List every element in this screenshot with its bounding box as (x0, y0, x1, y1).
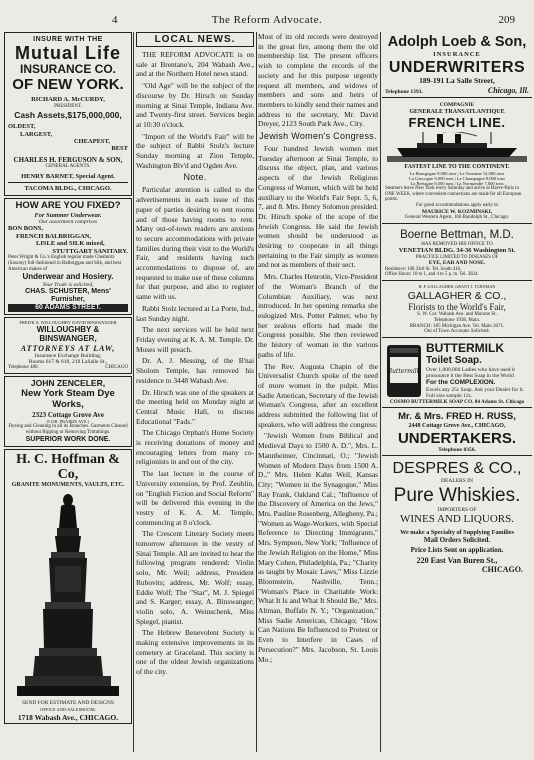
ad-line: CHEAPEST, (73, 137, 110, 145)
monument-statue-illustration (13, 490, 123, 700)
ad-willoughby-binswanger (4, 317, 132, 374)
ad-line: OF NEW YORK. (12, 76, 124, 94)
ad-line: Cash Assets,$175,000,000, (14, 110, 122, 121)
ad-line: BRANCH: 185 Michigan Ave. Tel. Main 3671. (409, 323, 505, 329)
ad-line: Chicago, Ill. (487, 86, 529, 96)
ad-title: HOW ARE YOU FIXED? (15, 199, 121, 211)
ad-mutual-life (4, 32, 132, 196)
ad-line: LISLE and SILK mixed, (36, 240, 105, 248)
ad-line: CHAS. SCHUSTER, Mens' Furnisher, (25, 287, 111, 304)
ad-line: Peter Wright & Co.'s English regular made Chemnitz (Saxony) full-fashioned in Balbriggan and Silk, and best American makes of (8, 255, 122, 272)
ad-footer (8, 365, 128, 371)
ad-line: RICHARD A. McCURDY, (31, 96, 105, 104)
news-paragraph: Rabbi Stolz lectured at La Porte, Ind., last Sunday night. (136, 303, 254, 323)
divider (8, 182, 128, 183)
ad-line: Steamers leave New York every Saturday and arrive at Havre-Paris in ONE WEEK, where convenient connections are made for all European points. (385, 186, 522, 203)
soap-box-illustration (385, 343, 423, 399)
ad-line: INSURE WITH THE (33, 36, 103, 43)
page-number: 209 (498, 14, 515, 26)
ad-line: 2448 Cottage Grove Ave., CHICAGO, (408, 423, 506, 430)
ad-line: Over 1,000,000 Ladies who have used it pronounce it the Best Soap in the World (426, 366, 515, 379)
ad-line: LARGEST, (20, 130, 53, 138)
ad-line: HAS REMOVED HIS OFFICE TO (421, 241, 493, 247)
column-rule (133, 32, 134, 752)
column-rule (256, 32, 257, 752)
ad-line: 220 East Van Buren St., (416, 556, 498, 566)
ad-title: Adolph Loeb & Son, (387, 34, 527, 50)
ad-line: Your Trade is solicited, (42, 281, 94, 288)
ad-line: PRESIDENT. (54, 103, 82, 109)
section-subheading: Jewish Women's Congress. (259, 131, 377, 142)
news-paragraph: Most of its old records were destroyed in the great fire, among them the old membership list. The present officers wish to complete the records of the society and for this purpose urgently request all members, and widows of members and sons and heirs of members to kindly send their names and address to the secretary, Mr. David Dreyer, 2123 South Park Ave., City. (258, 32, 378, 129)
steamship-illustration (387, 132, 527, 162)
ad-footer (385, 86, 529, 95)
ad-title: UNDERTAKERS. (397, 430, 517, 448)
ad-title: New York Steam Dye Works, (21, 387, 115, 410)
ad-gallagher-florists (382, 283, 532, 338)
ad-line: Telephone 8356. (438, 447, 476, 454)
ad-line: (COR. PRAIRIE AVE.) (46, 418, 90, 424)
column-womens-congress (258, 32, 378, 754)
ad-line: For Summer Underwear. (34, 211, 102, 219)
ad-line: ATTORNEYS AT LAW, (20, 343, 116, 353)
ad-line: SEND FOR ESTIMATE AND DESIGNS (22, 700, 114, 707)
ad-line: For good accommodations apply early to (415, 202, 499, 208)
ad-line: R. F. GALLAGHER. GRANT J. TURNMAN (418, 283, 496, 289)
news-paragraph: "Old Age" will be the subject of the discourse by Dr. Hirsch on Sunday morning at Sinai Temple, Indiana Ave. and Twenty-first street. Services begin at 10:30 o'clock. (136, 81, 254, 129)
section-heading: LOCAL NEWS. (136, 32, 254, 47)
ad-line: Mr. & Mrs. FRED H. RUSS, (398, 411, 516, 423)
ad-line: Office Hours: 10 to 1, and 4 to 5 p. m. Tel. 3834. (385, 272, 479, 278)
ad-line: La Bourgogne 9,000 tons | La Touraine 12,000 tons (409, 170, 505, 176)
ad-line: 1718 Wabash Ave., CHICAGO. (17, 712, 119, 722)
ad-title: FRENCH LINE. (408, 114, 506, 130)
ad-title: BUTTERMILK (426, 341, 504, 356)
ad-line: S. W. Cor. Wabash Ave. and Monroe St. (417, 312, 497, 318)
ad-hoffman-monuments (4, 449, 132, 724)
news-paragraph: Dr. A. J. Messing, of the B'nai Sholom Temple, has removed his residence to 3448 Wabash Ave. (136, 356, 254, 385)
ad-line: COSMO BUTTERMILK SOAP CO. 84 Adams St. Chicago (389, 399, 525, 406)
ad-line: UNDERWRITERS (388, 59, 526, 77)
news-paragraph: The Rev. Augusta Chapin of the Universalist Church spoke of the need of more women in the pulpit. Miss Sadie American, Secretary of the Jewish Woman's Congress, after an excellent address submitted the following list of speakers, who will address the congress: (258, 361, 378, 429)
ad-buttermilk-soap (382, 340, 532, 408)
ad-adolph-loeb (382, 32, 532, 98)
ad-line: Dyeing and Cleaning in all its Branches. Garments Cleaned without Ripping or Removing Trimmings. (8, 424, 128, 435)
news-paragraph: The Crescent Literary Society meets tomorrow afternoon in the vestry of Sinai Temple. All are invited to hear the following program rendered: Violin solo, Mr. Weil; address, President Rubovits; address, Mr. Wolf; essay, Eddie Wolf; The "Star", M. J. Spiegel and S. Karger; essay, A. Binswanger; violin solo, A. Weinschenk, Miss Spiegel, pianist. (136, 529, 254, 626)
ad-line: EYE, EAR AND NOSE. (428, 260, 486, 267)
ad-line: Florists to the World's Fair, (408, 301, 506, 312)
ad-line: La Bretagne 8,000 tons | La Normandie 7,000 tons (410, 181, 504, 187)
ad-line: CHARLES H. FERGUSON & SON, (13, 155, 123, 164)
ad-line: La Gascogne 9,000 tons | La Champagne 8,000 tons (409, 175, 505, 181)
ad-french-line (382, 100, 532, 223)
ad-line: Rooms 617 & 618, 218 LaSalle St., (28, 359, 108, 366)
ad-line: Pure Whiskies. (393, 484, 521, 506)
ad-title: WILLOUGHBY & BINSWANGER, (36, 325, 100, 344)
ad-line: BON BONS, (8, 225, 44, 233)
column-local-news (136, 32, 254, 754)
ad-line: Toilet Soap. (426, 355, 482, 367)
ad-line: Telephone 1938, Main. (433, 317, 481, 323)
ad-line: HENRY BARNET, Special Agent. (21, 172, 115, 180)
ad-line: SUPERIOR WORK DONE. (25, 435, 111, 443)
ad-line: Excels any 25c Soap. Ask your Dealer for it. Full size sample 12c. (426, 386, 525, 399)
news-paragraph: Particular attention is called to the advertisements in each issue of this paper of parties desiring to rent rooms and of those having rooms to rent. Many out-of-town readers are anxious to secure accommodations with private families during their visit to the World's Fair, and residents having such accommodations to dispose of, are requested to make use of these columns for that purpose, and also to register same with us. (136, 185, 254, 302)
ad-line: FRED'K S. WILLOUGHBY DAVID BINSWANGER (19, 320, 117, 326)
ad-line: Price Lists Sent on application. (410, 546, 504, 555)
masthead-title: The Reform Advocate. (211, 14, 323, 26)
ad-line: VENETIAN BLDG. 34-36 Washington St. (398, 247, 516, 255)
ad-zenceler-dye-works (4, 376, 132, 446)
news-paragraph: The Chicago Orphan's Home Society is receiving donations of money and encouraging letters from many co-religionists in and out of the city. (136, 428, 254, 467)
ad-bettman (382, 226, 532, 281)
ad-line: WINES AND LIQUORS. (400, 513, 514, 526)
ad-line: OLDEST, (8, 123, 36, 131)
ad-title: GALLAGHER & CO., (407, 289, 507, 302)
ad-line: GENERAL AGENTS. (45, 163, 91, 169)
ad-line: OFFICE AND SALESROOM: (40, 707, 96, 713)
ad-line: INSURANCE (433, 51, 481, 58)
ad-line: General Western Agent, 166 Randolph St., Chicago. (404, 214, 510, 220)
news-paragraph: The last lecture in the course of University extension, by Prof. Zeublin, on "English Fiction and Social Reform" will be delivered this evening in the vestry of K. A. M. Temple, commencing at 8 o'clock. (136, 469, 254, 527)
ad-line: BEST (111, 145, 128, 153)
ad-line: Mail Orders Solicited. (423, 536, 491, 545)
column-advertisements-right (382, 32, 532, 754)
ad-line: GENERALE TRANSATLANTIQUE (409, 108, 505, 115)
ad-line: For the COMPLEXION. (426, 379, 496, 387)
news-paragraph: Mrs. Charles Henrotin, Vice-President of the Woman's Branch of the Columbian Auxiliary, was next introduced. In her opening remarks she eulogized Mrs. Potter Palmer, who by her zealous efforts had made the Congress possible. She then reviewed the history of woman in the various paths of life. (258, 272, 378, 359)
soap-box-label: Buttermilk (387, 368, 421, 376)
news-paragraph: Dr. Hirsch was one of the speakers at the meeting held on Monday night at Central Music Hall, to discuss Educational "Fads." (136, 387, 254, 426)
ad-line: DEALERS IN (441, 478, 473, 485)
ad-russ-undertakers (382, 410, 532, 456)
ad-line: Underwear and Hosiery. (22, 272, 114, 282)
ad-line: Residence: 108 33rd St. Tel. South 416. (385, 266, 462, 272)
ad-line: COMPAGNIE (439, 102, 475, 109)
ad-line: 60 ADAMS STREET. (8, 304, 128, 312)
ad-line: Telephone 480. (8, 365, 39, 371)
news-paragraph: The next services will be held next Friday evening at K. A. M. Temple. Dr. Moses will preach. (136, 325, 254, 354)
page-header (0, 14, 534, 28)
column-advertisements-left (4, 32, 132, 754)
news-paragraph: "Jewish Women from Biblical and Medieval Days to 1500 A. D.", Mrs. L. Mannheimer, Cincinnati, O.; "Jewish Women of Modern Days from 1500 A. D.," Mrs. Helen Kahn Weil, Kansas City; "Women in the Synagogue," Miss Ray Frank, Oakland Cal.; "Influence of the Discovery of America on the Jews," Mrs. Pauline Rosenberg, Allegheny, Pa.; "Women as Wage-Workers, with Special Reference to Directing Immigrants," Mrs. Sympson, New York; "Influence of the Jewish Religion on the Home," Miss Mary Cohen, Philadelphia, Pa.; "Charity as taught by Mosaic Laws," Miss Lizzie Bloomstein, Nashville, Tenn.; "Woman's Place in Charitable Work: What It Is and What It Should Be," Mrs. Altman, Buffalo N. Y.; "Organization," Miss Sadie American, Chicago; "How Can Nations Be Influenced to Protest or Even to Interfere in Cases of Persecution?" Mrs. Jacobson, St. Louis Mo.; (258, 431, 378, 664)
ad-line: CHICAGO (105, 365, 128, 371)
ad-line: 189-191 La Salle Street, (419, 76, 495, 86)
header-left-mark: 4 (112, 14, 118, 26)
ad-line: IMPORTERS OF (437, 506, 477, 513)
ad-line: CHICAGO. (481, 565, 523, 575)
ad-line: TACOMA BLDG., CHICAGO. (24, 185, 112, 193)
ad-despres-whiskies (382, 458, 532, 576)
ad-line: INSURANCE CO. (19, 62, 116, 77)
news-paragraph: THE REFORM ADVOCATE is on sale at Brentano's, 204 Wabash Ave., and at the Northern Hotel news stand. (136, 50, 254, 79)
ad-line: Our assortment comprises (38, 219, 98, 226)
ad-line: MAURICE W. KOZMINSKI, (421, 208, 493, 215)
ad-line: GRANITE MONUMENTS, VAULTS, ETC. (11, 481, 125, 488)
ad-line: FRENCH BALBRIGGAN, (16, 232, 92, 240)
ad-line: 2323 Cottage Grove Ave (32, 410, 104, 419)
column-rule (380, 32, 381, 752)
ad-line: Out of Town Accounts Solicited. (424, 329, 490, 335)
ad-line: We make a Specialty of Supplying Families (400, 529, 514, 537)
news-paragraph: "Import of the World's Fair" will be the subject of Rabbi Stolz's lecture Sunday morning at Zion Temple, Washington Blv'd and Ogden Ave. (136, 131, 254, 170)
ad-line: Insurance Exchange Building, (34, 352, 102, 359)
ad-line: PRACTICE LIMITED TO DISEASES OF (415, 254, 499, 260)
ad-line: JOHN ZENCELER, (30, 378, 106, 389)
ad-line: STUTTGART SANITARY. (52, 247, 128, 255)
ad-title: DESPRES & CO., (392, 460, 522, 478)
news-paragraph: The Hebrew Benevolent Society is making extensive improvements in its cemetery at Graceland. This society is one of the oldest Jewish organizations of the city. (136, 628, 254, 677)
ad-title: Boerne Bettman, M.D. (400, 228, 514, 241)
ad-title: Mutual Life (15, 43, 121, 64)
section-subheading: Note. (183, 172, 207, 183)
ad-line: FASTEST LINE TO THE CONTINENT. (404, 163, 510, 170)
news-paragraph: Four hundred Jewish women met Tuesday afternoon at Sinai Temple, to discuss the object, plan, and various aspects of the Jewish Religious Congress of Women, which will be held auxiliary to the World's Fair Sept. 5, 6, 7, and 8. Mrs. Henry Solomon presided. Dr. Hirsch spoke of the scope of the Jewish Congress. He said the Jewish women should be understood as desiring to cooperate in all things pertaining to the Fair simply as women and not as members of their sect. (258, 144, 378, 270)
ad-schuster-underwear (4, 198, 132, 315)
ad-title: H. C. Hoffman & Co, (16, 451, 120, 482)
ad-line: Telephone 1393. (385, 89, 423, 96)
